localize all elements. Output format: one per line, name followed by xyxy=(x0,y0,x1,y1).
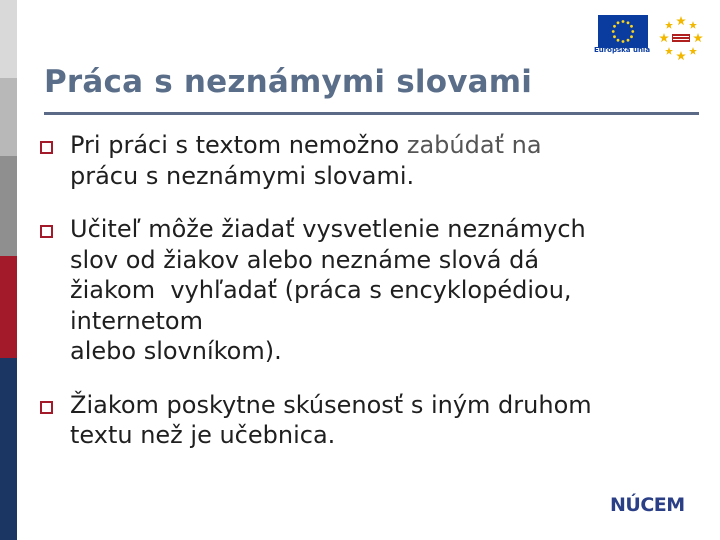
side-band-dark-gray xyxy=(0,156,17,256)
bullet-line: prácu s neznámymi slovami. xyxy=(70,161,415,190)
bullet-item xyxy=(38,130,688,191)
esf-logo xyxy=(656,13,706,63)
slide-title: Práca s neznámymi slovami xyxy=(44,64,533,100)
bullet-line: slov od žiakov alebo neznáme slová dá xyxy=(70,245,540,274)
bullet-line: žiakom vyhľadať (práca s encyklopédiou, xyxy=(70,276,572,304)
bullet-list xyxy=(38,130,688,451)
title-underline xyxy=(44,112,699,115)
bullet-text-highlight: zabúdať na xyxy=(406,131,542,159)
nucem-logo: NÚCEM xyxy=(610,494,685,516)
bullet-line: internetom xyxy=(70,306,203,335)
bullet-item xyxy=(38,390,688,451)
eu-logo-label: Európska únia xyxy=(593,46,651,54)
bullet-line: Učiteľ môže žiadať vysvetlenie neznámych xyxy=(70,215,586,243)
esf-star-ring-icon xyxy=(656,13,706,63)
bullet-text: Pri práci s textom nemožno xyxy=(70,131,407,159)
eu-flag-logo xyxy=(598,15,648,48)
side-band-light xyxy=(0,0,17,78)
square-bullet-icon xyxy=(40,401,53,414)
bullet-line: textu než je učebnica. xyxy=(70,421,336,449)
side-band-red xyxy=(0,256,17,358)
eu-stars-icon xyxy=(598,15,648,48)
bullet-line xyxy=(70,130,688,161)
bullet-line: Žiakom poskytne skúsenosť s iným druhom xyxy=(70,390,592,419)
side-band-gray xyxy=(0,78,17,156)
side-band-navy xyxy=(0,358,17,540)
bullet-item xyxy=(38,214,688,367)
square-bullet-icon xyxy=(40,141,53,154)
square-bullet-icon xyxy=(40,225,53,238)
bullet-line: alebo slovníkom). xyxy=(70,337,282,365)
